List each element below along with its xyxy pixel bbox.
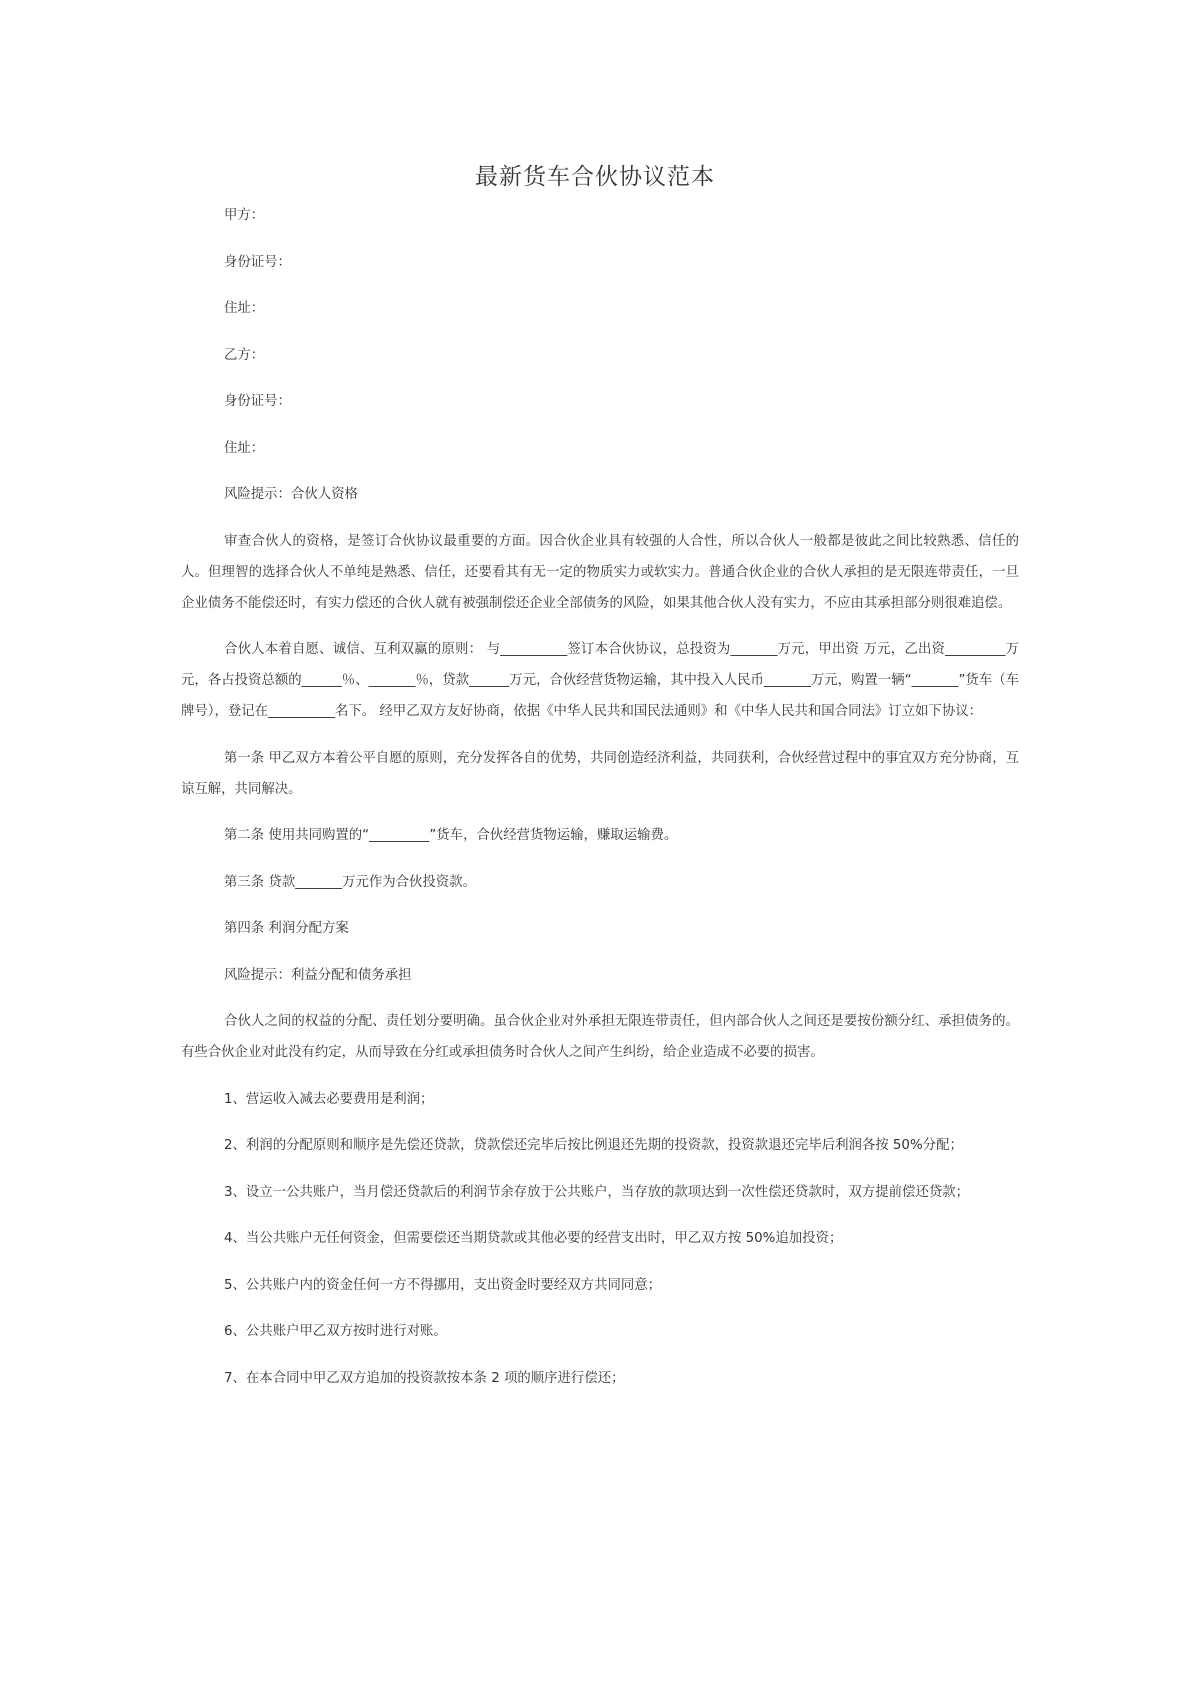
- paragraph-partner-qualification: 审查合伙人的资格，是签订合伙协议最重要的方面。因合伙企业具有较强的人合性，所以合伙人一般都是彼此之间比较熟悉、信任的人。但理智的选择合伙人不单纯是熟悉、信任，还要看其有无一定的物质实力或软实力。普通合伙企业的合伙人承担的是无限连带责任，一旦企业债务不能偿还时，有实力偿还的合伙人就有被强制偿还企业全部债务的风险，如果其他合伙人没有实力，不应由其承担部分则很难追偿。: [181, 533, 1019, 611]
- paragraph-agreement-preamble: 合伙人本着自愿、诚信、互利双赢的原则： 与__________签订本合伙协议，总投资为_______万元，甲出资 万元，乙出资_________万元，各占投资总额的______％、_______％，贷款______万元，合伙经营货物运输，其中投入人民币_______万元，购置一辆“_______”货车（车牌号），登记在__________名下。 经甲乙双方友好协商，依据《中华人民共和国民法通则》和《中华人民共和国合同法》订立如下协议：: [181, 642, 1019, 719]
- list-item: 6、公共账户甲乙双方按时进行对账。: [224, 1324, 447, 1339]
- document-title: 最新货车合伙协议范本: [475, 164, 715, 190]
- list-item: 2、利润的分配原则和顺序是先偿还贷款，贷款偿还完毕后按比例退还先期的投资款，投资款退还完毕后利润各按 50%分配；: [224, 1138, 963, 1153]
- document-body: [181, 200, 1019, 1409]
- party-b-label: 乙方：: [224, 347, 265, 363]
- article-1: 第一条 甲乙双方本着公平自愿的原则，充分发挥各自的优势，共同创造经济利益，共同获利，合伙经营过程中的事宜双方充分协商，互谅互解，共同解决。: [181, 750, 1019, 797]
- party-b-id-number: 身份证号：: [224, 394, 291, 409]
- list-item: 1、营运收入减去必要费用是利润；: [224, 1091, 434, 1107]
- list-item: 5、公共账户内的资金任何一方不得挪用，支出资金时要经双方共同同意；: [224, 1277, 662, 1293]
- risk-note-partner-qualification: 风险提示：合伙人资格: [224, 487, 358, 502]
- party-a-address: 住址：: [224, 301, 265, 316]
- list-item: 3、设立一公共账户，当月偿还贷款后的利润节余存放于公共账户，当存放的款项达到一次性偿还贷款时，双方提前偿还贷款；: [224, 1184, 969, 1200]
- article-2: 第二条 使用共同购置的“_________”货车，合伙经营货物运输，赚取运输费。: [224, 828, 678, 843]
- risk-note-profit-distribution: 风险提示：利益分配和债务承担: [224, 967, 412, 983]
- party-b-address: 住址：: [224, 440, 265, 456]
- party-a-label: 甲方：: [224, 208, 265, 223]
- list-item: 4、当公共账户无任何资金，但需要偿还当期贷款或其他必要的经营支出时，甲乙双方按 50%追加投资；: [224, 1231, 843, 1246]
- party-a-id-number: 身份证号：: [224, 254, 291, 270]
- list-item: 7、在本合同中甲乙双方追加的投资款按本条 2 项的顺序进行偿还；: [224, 1370, 625, 1386]
- article-4-heading: 第四条 利润分配方案: [224, 921, 349, 936]
- paragraph-profit-distribution: 合伙人之间的权益的分配、责任划分要明确。虽合伙企业对外承担无限连带责任，但内部合伙人之间还是要按份额分红、承担债务的。有些合伙企业对此没有约定，从而导致在分红或承担债务时合伙人之间产生纠纷，给企业造成不必要的损害。: [181, 1014, 1019, 1060]
- article-3: 第三条 贷款_______万元作为合伙投资款。: [224, 874, 476, 890]
